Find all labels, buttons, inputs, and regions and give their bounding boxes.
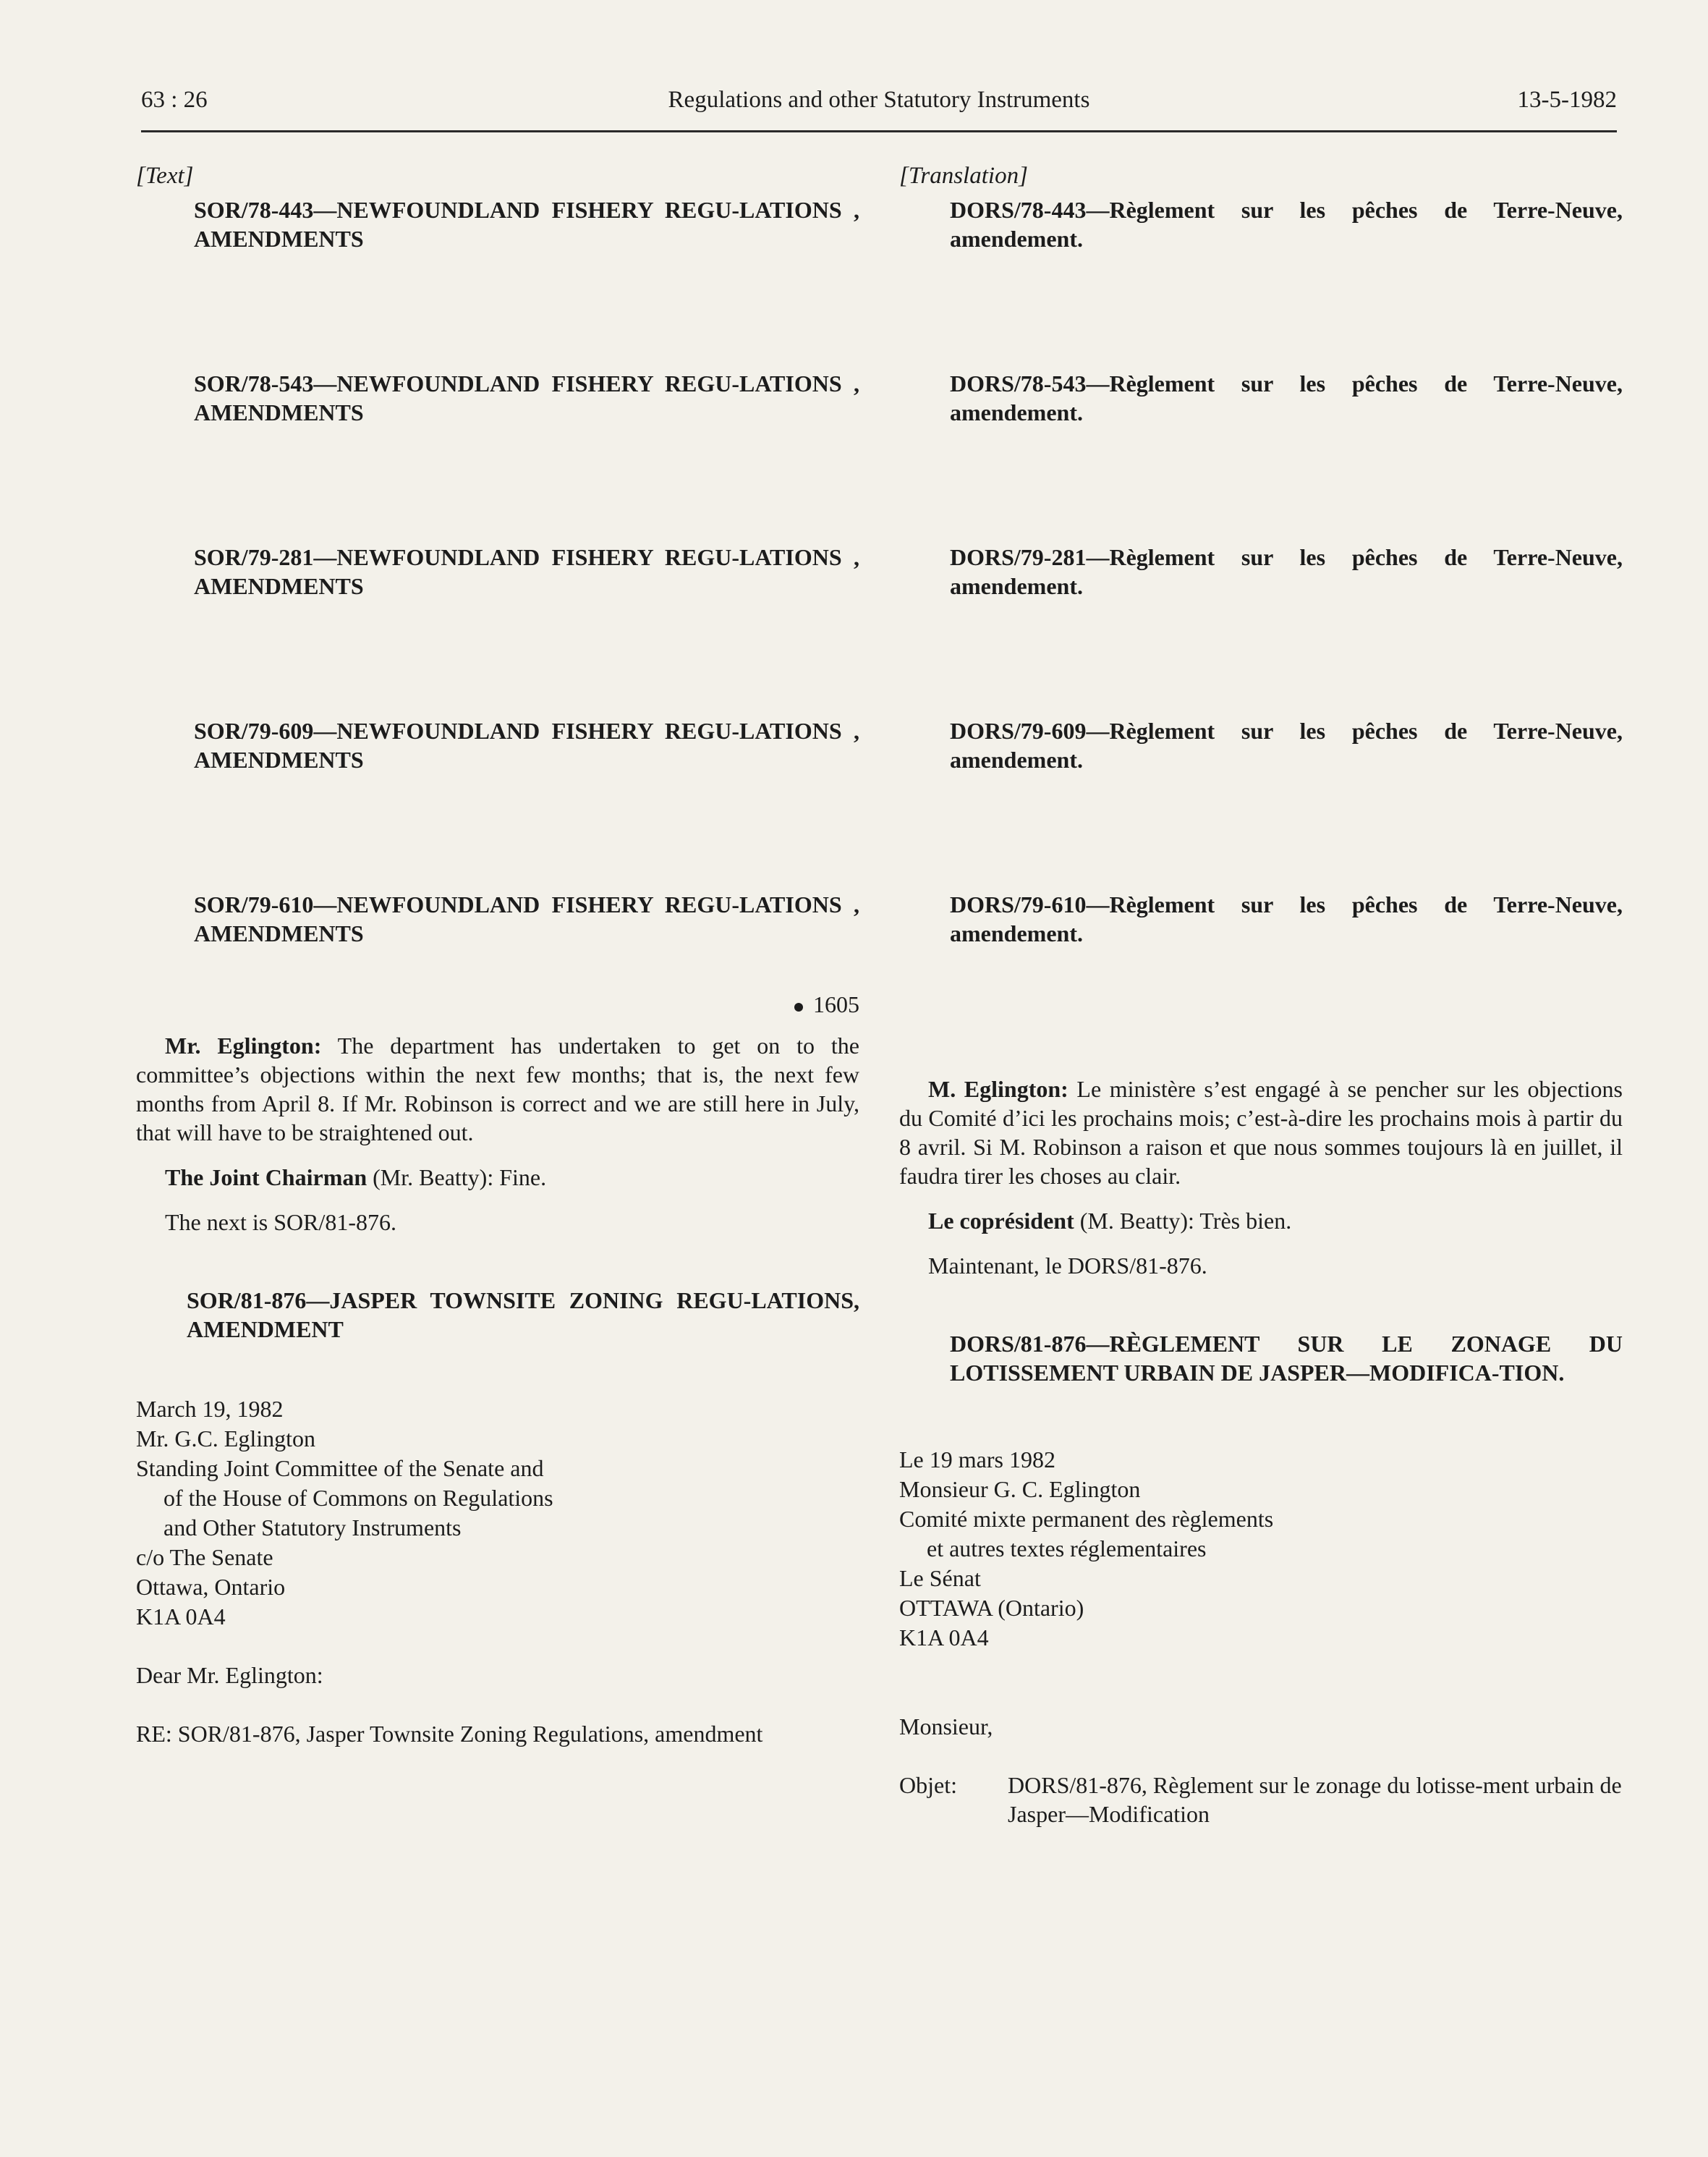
paragraph-next-fr: Maintenant, le DORS/81-876. <box>928 1253 1207 1279</box>
french-column <box>899 163 1623 1828</box>
speaker-eglington: Mr. Eglington: <box>165 1033 322 1059</box>
text-label-word: Text <box>145 163 184 189</box>
entry-dors-78-443: DORS/78-443—Règlement sur les pêches de Terre-Neuve, amendement. <box>950 197 1623 252</box>
letter-english <box>136 1394 859 1748</box>
paragraph-eglington-text: The department has undertaken to get on to the committee’s objections within the next few months; that is, the next few months from April 8. If Mr. Robinson is correct and we are still here in July, that will have to be straightened out. <box>136 1033 860 1145</box>
speaker-chairman: The Joint Chairman <box>165 1164 367 1190</box>
entry-dors-79-610: DORS/79-610—Règlement sur les pêches de Terre-Neuve, amendement. <box>950 891 1623 946</box>
letter-address-2-fr: OTTAWA (Ontario) <box>899 1595 1084 1621</box>
paragraph-eglington-fr-text: Le ministère s’est engagé à se pencher sur les objections du Comité d’ici les prochains mois; c’est-à-dire les prochains mois à partir du 8 avril. Si M. Robinson a raison et que nous sommes toujours là en juillet, il faudra tirer les choses au clair. <box>899 1076 1623 1189</box>
letter-date-fr: Le 19 mars 1982 <box>899 1446 1055 1472</box>
paragraph-chairman-text: (Mr. Beatty): Fine. <box>367 1164 547 1190</box>
letter-address-2: Ottawa, Ontario <box>136 1574 286 1600</box>
speaker-eglington-fr: M. Eglington: <box>928 1076 1068 1102</box>
bullet-icon <box>794 1003 803 1012</box>
letter-recipient: Mr. G.C. Eglington <box>136 1425 316 1452</box>
letter-date: March 19, 1982 <box>136 1396 284 1422</box>
entry-dors-79-609: DORS/79-609—Règlement sur les pêches de Terre-Neuve, amendement. <box>950 718 1623 773</box>
paragraph-chairman <box>136 1163 859 1192</box>
entry-dors-78-543: DORS/78-543—Règlement sur les pêches de Terre-Neuve, amendement. <box>950 370 1623 425</box>
letter-recipient-fr: Monsieur G. C. Eglington <box>899 1476 1141 1502</box>
letter-org-line-3: and Other Statutory Instruments <box>163 1514 462 1541</box>
paragraph-chairman-fr <box>899 1206 1623 1235</box>
time-marker-value: 1605 <box>813 991 859 1017</box>
paragraph-eglington <box>136 1031 859 1147</box>
time-marker <box>136 991 859 1031</box>
entry-sor-78-443: SOR/78-443—NEWFOUNDLAND FISHERY REGU-LATIONS , AMENDMENTS <box>194 197 859 252</box>
speaker-chairman-fr: Le coprésident <box>928 1208 1074 1234</box>
english-column <box>136 163 859 1748</box>
letter-salutation-fr: Monsieur, <box>899 1713 993 1739</box>
page-number: 63 : 26 <box>141 87 208 113</box>
letter-org-line-2-fr: et autres textes réglementaires <box>927 1535 1207 1561</box>
translation-label-word: Translation <box>908 163 1019 189</box>
heading-dors-81-876: DORS/81-876—RÈGLEMENT SUR LE ZONAGE DU LOTISSEMENT URBAIN DE JASPER—MODIFICA-TION. <box>950 1331 1623 1386</box>
letter-french <box>899 1445 1623 1828</box>
letter-org-line-1: Standing Joint Committee of the Senate and <box>136 1455 544 1481</box>
paragraph-chairman-fr-text: (M. Beatty): Très bien. <box>1074 1208 1292 1234</box>
page-header <box>141 87 1617 132</box>
heading-sor-81-876: SOR/81-876—JASPER TOWNSITE ZONING REGU-LATIONS, AMENDMENT <box>187 1287 859 1342</box>
entry-dors-79-281: DORS/79-281—Règlement sur les pêches de Terre-Neuve, amendement. <box>950 544 1623 599</box>
paragraph-eglington-fr <box>899 1075 1623 1190</box>
letter-address-1-fr: Le Sénat <box>899 1565 981 1591</box>
letter-org-line-1-fr: Comité mixte permanent des règlements <box>899 1506 1274 1532</box>
entry-sor-79-281: SOR/79-281—NEWFOUNDLAND FISHERY REGU-LATIONS , AMENDMENTS <box>194 544 859 599</box>
running-title: Regulations and other Statutory Instruments <box>668 87 1090 113</box>
letter-address-3-fr: K1A 0A4 <box>899 1624 989 1650</box>
issue-date: 13-5-1982 <box>1517 87 1617 113</box>
letter-address-3: K1A 0A4 <box>136 1603 226 1630</box>
letter-subject-fr <box>899 1771 1623 1828</box>
translation-label: [Translation] <box>899 163 1028 189</box>
entry-sor-79-609: SOR/79-609—NEWFOUNDLAND FISHERY REGU-LATIONS , AMENDMENTS <box>194 718 859 773</box>
paragraph-next: The next is SOR/81-876. <box>165 1209 396 1235</box>
entry-sor-78-543: SOR/78-543—NEWFOUNDLAND FISHERY REGU-LATIONS , AMENDMENTS <box>194 370 859 425</box>
entry-sor-79-610: SOR/79-610—NEWFOUNDLAND FISHERY REGU-LATIONS , AMENDMENTS <box>194 891 859 946</box>
letter-org-line-2: of the House of Commons on Regulations <box>163 1485 553 1511</box>
letter-subject: RE: SOR/81-876, Jasper Townsite Zoning Regulations, amendment <box>136 1721 763 1747</box>
letter-subject-label-fr: Objet: <box>899 1772 957 1798</box>
letter-subject-text-fr: DORS/81-876, Règlement sur le zonage du lotisse-ment urbain de Jasper—Modification <box>1008 1772 1622 1827</box>
letter-address-1: c/o The Senate <box>136 1544 273 1570</box>
letter-salutation: Dear Mr. Eglington: <box>136 1662 323 1688</box>
text-label: [Text] <box>136 163 194 189</box>
